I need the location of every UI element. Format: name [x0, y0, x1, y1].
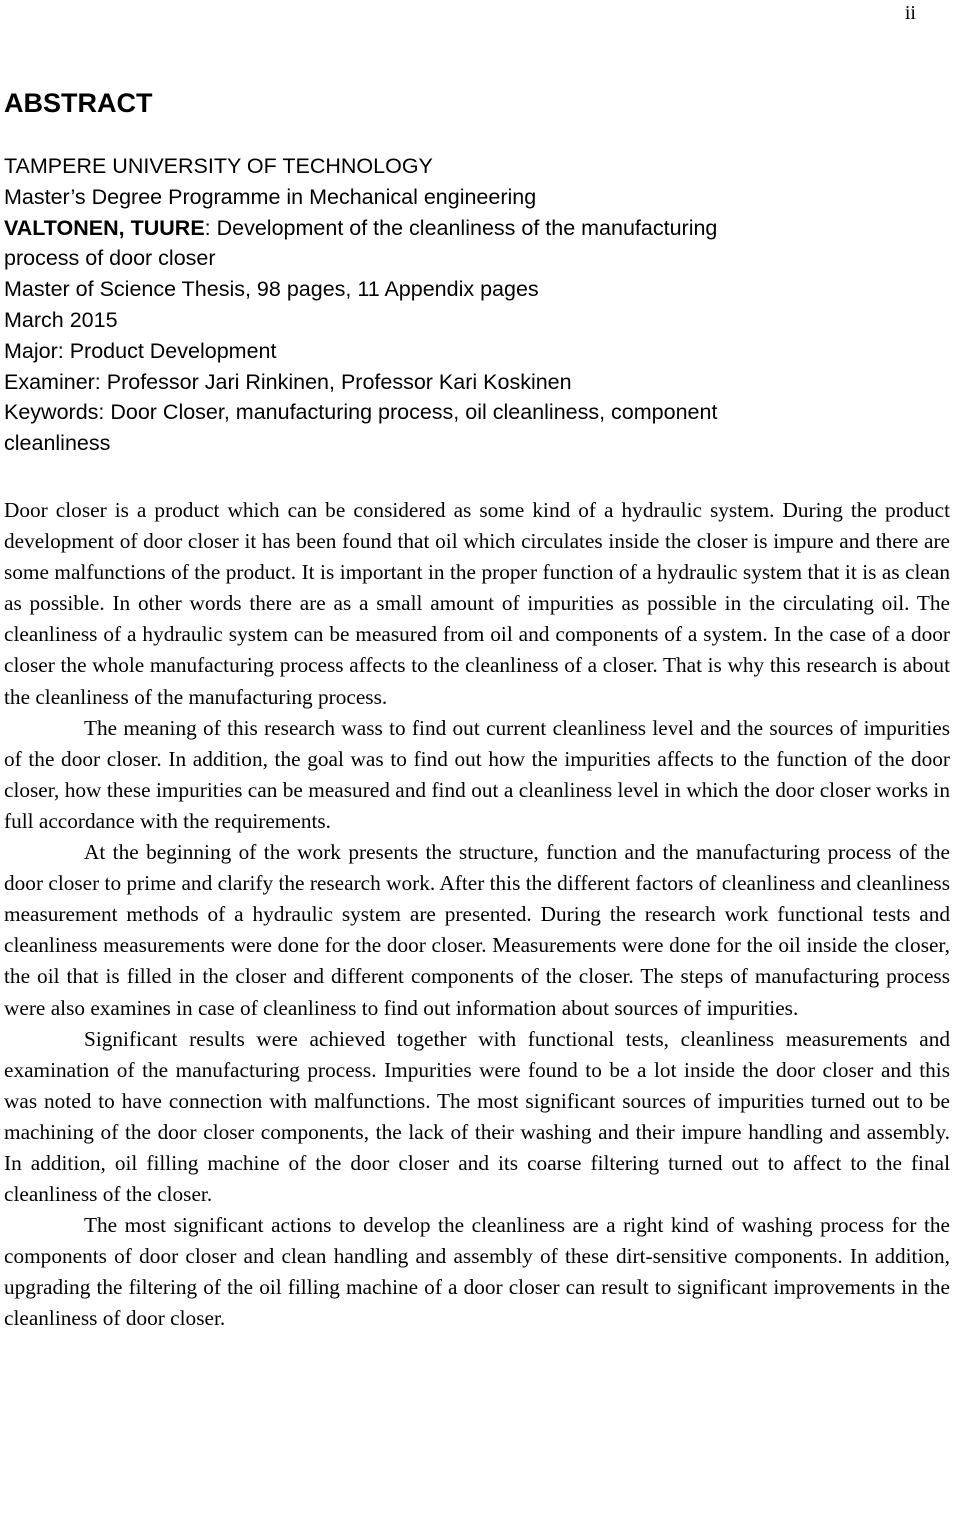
author-name: VALTONEN, TUURE: [4, 215, 205, 240]
keywords-line1: Keywords: Door Closer, manufacturing process, oil cleanliness, component: [4, 400, 718, 425]
thesis-title-line: [4, 213, 924, 244]
examiners: Examiner: Professor Jari Rinkinen, Professor Kari Koskinen: [4, 369, 572, 394]
thesis-date: March 2015: [4, 307, 118, 332]
thesis-title-part2: process of door closer: [4, 246, 216, 271]
degree-programme: Master’s Degree Programme in Mechanical engineering: [4, 184, 537, 209]
thesis-info: Master of Science Thesis, 98 pages, 11 Appendix pages: [4, 277, 539, 302]
abstract-body: [4, 495, 950, 1335]
abstract-paragraph: Door closer is a product which can be considered as some kind of a hydraulic system. During the product development of door closer it has been found that oil which circulates inside the closer is impure and there are some malfunctions of the product. It is important in the proper function of a hydraulic system that it is as clean as possible. In other words there are as a small amount of impurities as possible in the circulating oil. The cleanliness of a hydraulic system can be measured from oil and components of a system. In the case of a door closer the whole manufacturing process affects to the cleanliness of a closer. That is why this research is about the cleanliness of the manufacturing process.: [4, 498, 950, 709]
abstract-paragraph: The meaning of this research wass to find out current cleanliness level and the sources of impurities of the door closer. In addition, the goal was to find out how the impurities affects to the function of the door closer, how these impurities can be measured and find out a cleanliness level in which the door closer works in full accordance with the requirements.: [4, 715, 950, 833]
abstract-paragraph: Significant results were achieved together with functional tests, cleanliness measurements and examination of the manufacturing process. Impurities were found to be a lot inside the door closer and this was noted to have connection with malfunctions. The most significant sources of impurities turned out to be machining of the door closer components, the lack of their washing and their impure handling and assembly. In addition, oil filling machine of the door closer and its coarse filtering turned out to affect to the final cleanliness of the closer.: [4, 1026, 950, 1207]
thesis-title-part1: : Development of the cleanliness of the manufacturing: [204, 215, 718, 240]
abstract-heading: ABSTRACT: [4, 88, 153, 118]
thesis-metadata: [4, 151, 924, 459]
abstract-paragraph: At the beginning of the work presents the structure, function and the manufacturing process of the door closer to prime and clarify the research work. After this the different factors of cleanliness and cleanliness measurement methods of a hydraulic system are presented. During the research work functional tests and cleanliness measurements were done for the door closer. Measurements were done for the oil inside the closer, the oil that is filled in the closer and different components of the closer. The steps of manufacturing process were also examines in case of cleanliness to find out information about sources of impurities.: [4, 840, 950, 1020]
abstract-paragraph: The most significant actions to develop the cleanliness are a right kind of washing process for the components of door closer and clean handling and assembly of these dirt-sensitive components. In addition, upgrading the filtering of the oil filling machine of a door closer can result to significant improvements in the cleanliness of door closer.: [4, 1213, 950, 1331]
university-name: TAMPERE UNIVERSITY OF TECHNOLOGY: [4, 154, 433, 178]
major: Major: Product Development: [4, 338, 277, 363]
page-number: ii: [904, 2, 916, 24]
keywords-line2: cleanliness: [4, 431, 111, 456]
